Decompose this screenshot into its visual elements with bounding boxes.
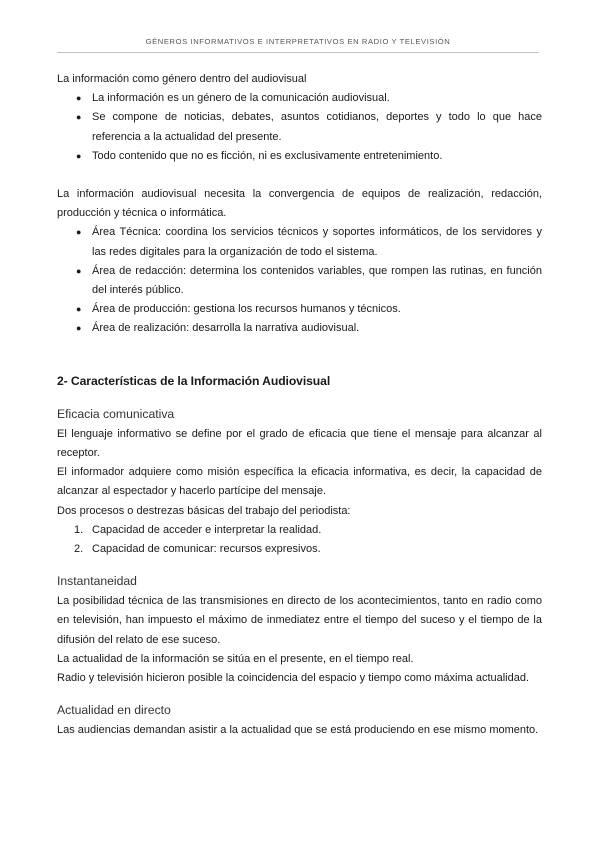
convergence-paragraph: La información audiovisual necesita la convergencia de equipos de realización, redacción, producción y técnica o informática. [57, 188, 542, 220]
bullet-icon: ● [76, 112, 82, 123]
bullet-icon: ● [76, 93, 82, 104]
list-item-text: Área de redacción: determina los contenidos variables, que rompen las rutinas, en función del interés público. [92, 264, 542, 297]
instantaneidad-paragraph-1: La posibilidad técnica de las transmisiones en directo de los acontecimientos, tanto en radio como en televisión, han impuesto el máximo de inmediatez entre el tiempo del suceso y el tiempo de la difusión del relato de ese suceso. [57, 595, 542, 646]
areas-bullet-list [57, 223, 542, 338]
eficacia-paragraph-1: El lenguaje informativo se define por el grado de eficacia que tiene el mensaje para alcanzar al receptor. [57, 427, 542, 460]
list-item-text: Capacidad de comunicar: recursos expresivos. [92, 543, 321, 556]
list-item [57, 108, 542, 146]
instantaneidad-paragraph-3: Radio y televisión hicieron posible la coincidencia del espacio y tiempo como máxima actualidad. [57, 672, 530, 685]
section-heading: 2- Características de la Información Audiovisual [57, 373, 331, 388]
list-item-text: Capacidad de acceder e interpretar la realidad. [92, 523, 322, 536]
list-item [57, 319, 542, 338]
list-item-text: Se compone de noticias, debates, asuntos cotidianos, deportes y todo lo que hace referencia a la actualidad del presente. [92, 111, 542, 143]
header-rule [57, 52, 539, 53]
intro-heading: La información como género dentro del audiovisual [57, 73, 307, 85]
list-item-text: Área de producción: gestiona los recursos humanos y técnicos. [92, 303, 401, 316]
list-number: 2. [74, 543, 84, 556]
subsection-heading-actualidad: Actualidad en directo [57, 703, 171, 718]
list-item [57, 147, 542, 166]
list-item-text: Todo contenido que no es ficción, ni es exclusivamente entretenimiento. [92, 149, 443, 162]
list-item [57, 89, 542, 108]
list-item [57, 540, 542, 559]
running-header: GÉNEROS INFORMATIVOS E INTERPRETATIVOS EN RADIO Y TELEVISIÓN [145, 37, 451, 46]
list-item [57, 300, 542, 319]
list-item [57, 223, 542, 261]
list-item [57, 521, 542, 540]
eficacia-paragraph-3: Dos procesos o destrezas básicas del trabajo del periodista: [57, 504, 351, 517]
bullet-icon: ● [76, 227, 82, 238]
list-item-text: Área Técnica: coordina los servicios técnicos y soportes informáticos, de los servidores y las redes digitales para la organización de todo el sistema. [92, 226, 542, 258]
bullet-icon: ● [76, 304, 82, 315]
bullet-icon: ● [76, 150, 82, 161]
list-item-text: Área de realización: desarrolla la narrativa audiovisual. [92, 322, 360, 335]
bullet-icon: ● [76, 265, 82, 276]
page-content [57, 70, 542, 740]
subsection-heading-eficacia: Eficacia comunicativa [57, 406, 175, 421]
instantaneidad-paragraph-2: La actualidad de la información se sitúa en el presente, en el tiempo real. [57, 652, 414, 665]
actualidad-paragraph-1: Las audiencias demandan asistir a la actualidad que se está produciendo en ese mismo momento. [57, 724, 539, 737]
list-item [57, 262, 542, 300]
intro-bullet-list [57, 89, 542, 166]
eficacia-paragraph-2: El informador adquiere como misión específica la eficacia informativa, es decir, la capacidad de alcanzar al espectador y hacerlo partícipe del mensaje. [57, 466, 542, 498]
subsection-heading-instantaneidad: Instantaneidad [57, 574, 137, 589]
eficacia-numbered-list [57, 521, 542, 559]
list-number: 1. [74, 523, 84, 536]
bullet-icon: ● [76, 323, 82, 334]
list-item-text: La información es un género de la comunicación audiovisual. [92, 92, 390, 105]
